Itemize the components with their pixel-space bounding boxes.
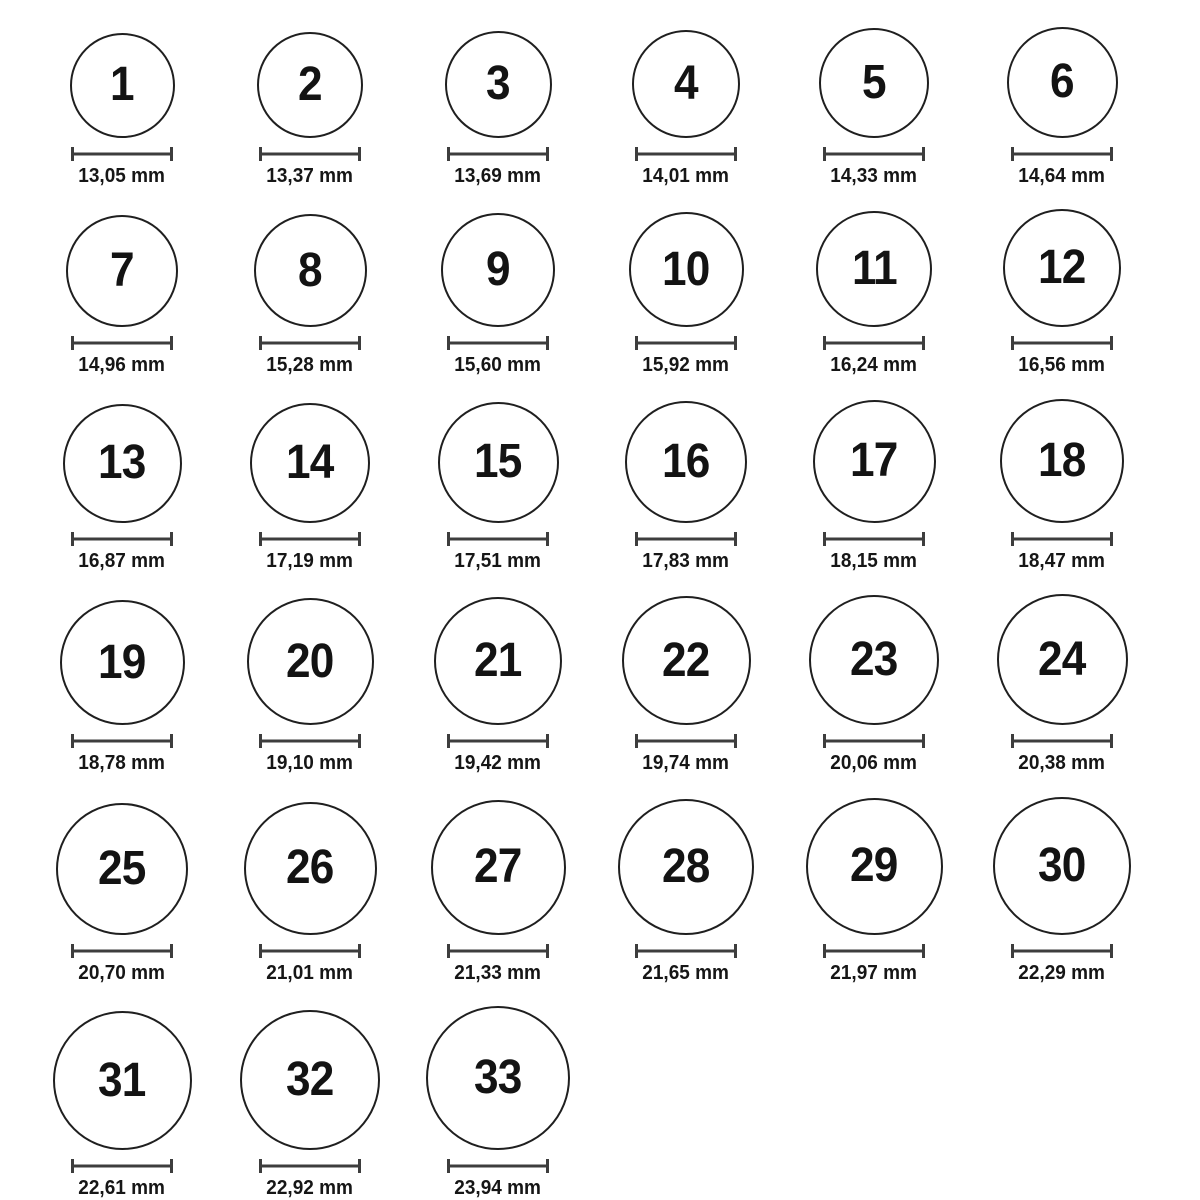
ring-size-number: 23 — [850, 633, 898, 686]
diameter-measure-line — [447, 944, 549, 958]
diameter-measure-line — [259, 944, 361, 958]
measure-tick-right-icon — [546, 532, 549, 546]
diameter-label: 20,70 mm — [78, 961, 166, 984]
diameter-label: 22,92 mm — [266, 1177, 354, 1199]
diameter-label: 17,19 mm — [266, 549, 354, 572]
diameter-measure-line — [1011, 944, 1113, 958]
ring-circle — [434, 597, 562, 725]
ring-size-item — [431, 800, 566, 985]
diameter-measure-line — [823, 336, 925, 350]
ring-circle — [240, 1010, 380, 1150]
ring-size-number: 31 — [98, 1053, 146, 1107]
diameter-label: 22,61 mm — [78, 1177, 166, 1199]
diameter-label: 13,05 mm — [78, 164, 166, 187]
ring-size-item — [819, 28, 929, 188]
measure-bar — [635, 740, 737, 743]
ring-size-item — [56, 803, 188, 985]
ring-size-number: 4 — [674, 56, 698, 110]
diameter-measure-line — [259, 734, 361, 748]
ring-size-item — [997, 594, 1128, 775]
measure-bar — [259, 537, 361, 540]
diameter-label: 16,24 mm — [830, 354, 918, 376]
ring-size-item — [257, 32, 363, 188]
ring-size-number: 14 — [286, 435, 334, 489]
diameter-label: 23,94 mm — [454, 1177, 542, 1199]
measure-bar — [823, 152, 925, 155]
ring-circle — [63, 404, 182, 523]
ring-size-item — [240, 1010, 380, 1200]
ring-size-number: 2 — [298, 57, 322, 111]
measure-bar — [1011, 152, 1113, 155]
measure-tick-right-icon — [358, 532, 361, 546]
ring-size-number: 16 — [662, 434, 710, 488]
diameter-measure-line — [447, 734, 549, 748]
measure-tick-right-icon — [170, 336, 173, 350]
measure-tick-right-icon — [922, 532, 925, 546]
measure-bar — [447, 740, 549, 743]
ring-circle — [629, 212, 744, 327]
diameter-measure-line — [635, 147, 737, 161]
ring-size-number: 12 — [1038, 241, 1086, 294]
diameter-label: 18,78 mm — [78, 752, 166, 774]
ring-circle — [993, 797, 1131, 935]
ring-size-item — [60, 600, 185, 775]
diameter-measure-line — [447, 532, 549, 546]
measure-bar — [259, 1165, 361, 1168]
diameter-measure-line — [1011, 336, 1113, 350]
measure-bar — [447, 949, 549, 952]
diameter-measure-line — [259, 336, 361, 350]
ring-size-item — [66, 215, 178, 377]
measure-tick-right-icon — [546, 1159, 549, 1173]
diameter-measure-line — [447, 147, 549, 161]
measure-bar — [71, 740, 173, 743]
diameter-measure-line — [823, 734, 925, 748]
ring-size-number: 29 — [850, 839, 898, 892]
diameter-measure-line — [259, 147, 361, 161]
ring-size-item — [445, 31, 552, 188]
measure-tick-right-icon — [358, 734, 361, 748]
ring-circle — [816, 211, 932, 327]
measure-tick-right-icon — [546, 336, 549, 350]
ring-circle — [997, 594, 1128, 725]
measure-tick-right-icon — [358, 1159, 361, 1173]
ring-size-number: 20 — [286, 634, 334, 688]
ring-size-number: 28 — [662, 839, 710, 893]
measure-tick-right-icon — [922, 734, 925, 748]
diameter-measure-line — [823, 147, 925, 161]
measure-bar — [635, 152, 737, 155]
ring-size-item — [809, 595, 939, 775]
ring-circle — [257, 32, 363, 138]
ring-circle — [244, 802, 377, 935]
ring-size-item — [1007, 27, 1118, 188]
ring-size-item — [254, 214, 367, 377]
ring-circle — [60, 600, 185, 725]
measure-tick-right-icon — [922, 944, 925, 958]
measure-tick-right-icon — [170, 734, 173, 748]
measure-tick-right-icon — [546, 147, 549, 161]
measure-bar — [447, 1165, 549, 1168]
ring-size-item — [632, 30, 740, 188]
ring-size-item — [813, 400, 936, 573]
ring-circle — [625, 401, 747, 523]
measure-bar — [447, 152, 549, 155]
ring-circle — [250, 403, 370, 523]
ring-size-number: 30 — [1038, 838, 1086, 892]
measure-tick-right-icon — [358, 147, 361, 161]
diameter-label: 17,83 mm — [642, 549, 730, 572]
diameter-measure-line — [635, 944, 737, 958]
measure-bar — [1011, 949, 1113, 952]
diameter-measure-line — [635, 734, 737, 748]
ring-size-number: 19 — [98, 635, 146, 689]
measure-bar — [1011, 537, 1113, 540]
ring-size-item — [816, 211, 932, 377]
ring-size-item — [622, 596, 751, 775]
ring-circle — [66, 215, 178, 327]
measure-bar — [71, 1165, 173, 1168]
ring-circle — [70, 33, 175, 138]
ring-circle — [445, 31, 552, 138]
ring-size-item — [625, 401, 747, 573]
ring-size-item — [70, 33, 175, 188]
measure-tick-right-icon — [170, 147, 173, 161]
diameter-measure-line — [823, 944, 925, 958]
diameter-measure-line — [259, 532, 361, 546]
measure-tick-right-icon — [734, 147, 737, 161]
measure-bar — [1011, 342, 1113, 345]
measure-tick-right-icon — [1110, 336, 1113, 350]
diameter-label: 14,01 mm — [642, 164, 730, 187]
ring-size-number: 24 — [1038, 632, 1086, 686]
ring-circle — [806, 798, 943, 935]
diameter-label: 21,97 mm — [830, 961, 918, 984]
ring-size-item — [993, 797, 1131, 985]
diameter-label: 16,87 mm — [78, 549, 166, 572]
ring-circle — [1000, 399, 1124, 523]
ring-circle — [53, 1011, 192, 1150]
measure-tick-right-icon — [1110, 147, 1113, 161]
diameter-measure-line — [71, 944, 173, 958]
measure-bar — [823, 740, 925, 743]
ring-size-number: 13 — [98, 436, 146, 489]
ring-size-number: 11 — [851, 242, 897, 295]
measure-bar — [259, 152, 361, 155]
measure-tick-right-icon — [922, 336, 925, 350]
measure-bar — [823, 537, 925, 540]
ring-circle — [426, 1006, 570, 1150]
diameter-label: 21,01 mm — [266, 961, 354, 984]
diameter-measure-line — [635, 336, 737, 350]
diameter-label: 15,92 mm — [642, 354, 730, 376]
measure-bar — [635, 342, 737, 345]
ring-circle — [441, 213, 555, 327]
measure-tick-right-icon — [358, 944, 361, 958]
ring-size-number: 32 — [286, 1053, 334, 1106]
ring-size-item — [806, 798, 943, 985]
measure-tick-right-icon — [734, 944, 737, 958]
measure-tick-right-icon — [734, 336, 737, 350]
measure-bar — [71, 152, 173, 155]
ring-size-item — [434, 597, 562, 775]
diameter-label: 15,28 mm — [266, 354, 354, 376]
ring-circle — [254, 214, 367, 327]
measure-tick-right-icon — [1110, 734, 1113, 748]
ring-size-item — [1003, 209, 1121, 377]
measure-bar — [259, 740, 361, 743]
diameter-label: 15,60 mm — [454, 354, 542, 376]
ring-size-item — [629, 212, 744, 377]
ring-circle — [438, 402, 559, 523]
ring-size-item — [441, 213, 555, 377]
measure-bar — [71, 537, 173, 540]
diameter-measure-line — [71, 532, 173, 546]
ring-size-item — [244, 802, 377, 985]
measure-bar — [823, 342, 925, 345]
measure-tick-right-icon — [1110, 944, 1113, 958]
ring-size-number: 27 — [474, 840, 522, 893]
measure-bar — [447, 342, 549, 345]
ring-circle — [618, 799, 754, 935]
ring-size-number: 26 — [286, 841, 334, 894]
diameter-measure-line — [71, 734, 173, 748]
diameter-measure-line — [71, 336, 173, 350]
diameter-measure-line — [447, 1159, 549, 1173]
diameter-label: 13,69 mm — [454, 164, 542, 187]
measure-bar — [71, 949, 173, 952]
ring-circle — [1007, 27, 1118, 138]
ring-circle — [622, 596, 751, 725]
ring-circle — [819, 28, 929, 138]
ring-size-item — [63, 404, 182, 573]
diameter-label: 19,42 mm — [454, 752, 542, 774]
measure-tick-right-icon — [734, 532, 737, 546]
measure-bar — [447, 537, 549, 540]
measure-tick-right-icon — [734, 734, 737, 748]
diameter-measure-line — [635, 532, 737, 546]
ring-size-number: 8 — [298, 243, 322, 297]
diameter-label: 21,33 mm — [454, 961, 542, 984]
ring-size-item — [438, 402, 559, 573]
measure-tick-right-icon — [546, 944, 549, 958]
diameter-label: 21,65 mm — [642, 961, 730, 984]
diameter-label: 19,10 mm — [266, 752, 354, 774]
ring-size-number: 17 — [850, 434, 898, 487]
measure-tick-right-icon — [1110, 532, 1113, 546]
diameter-label: 19,74 mm — [642, 752, 730, 774]
ring-size-item — [618, 799, 754, 985]
measure-tick-right-icon — [170, 1159, 173, 1173]
ring-circle — [813, 400, 936, 523]
diameter-label: 18,47 mm — [1018, 549, 1106, 572]
diameter-measure-line — [447, 336, 549, 350]
ring-size-number: 9 — [486, 243, 510, 296]
ring-size-item — [426, 1006, 570, 1200]
diameter-label: 20,38 mm — [1018, 752, 1106, 774]
ring-circle — [632, 30, 740, 138]
diameter-label: 14,64 mm — [1018, 164, 1106, 187]
measure-bar — [1011, 740, 1113, 743]
measure-tick-right-icon — [170, 944, 173, 958]
ring-size-number: 21 — [474, 634, 522, 687]
diameter-label: 20,06 mm — [830, 752, 918, 774]
diameter-label: 22,29 mm — [1018, 961, 1106, 984]
ring-size-number: 18 — [1038, 433, 1086, 487]
measure-tick-right-icon — [358, 336, 361, 350]
diameter-label: 16,56 mm — [1018, 354, 1106, 376]
diameter-label: 18,15 mm — [830, 549, 918, 572]
ring-circle — [431, 800, 566, 935]
diameter-label: 14,33 mm — [830, 164, 918, 187]
measure-bar — [259, 949, 361, 952]
diameter-measure-line — [1011, 734, 1113, 748]
ring-size-item — [250, 403, 370, 573]
diameter-measure-line — [71, 147, 173, 161]
ring-size-item — [53, 1011, 192, 1200]
ring-circle — [56, 803, 188, 935]
ring-circle — [809, 595, 939, 725]
diameter-label: 17,51 mm — [454, 549, 542, 572]
diameter-measure-line — [823, 532, 925, 546]
diameter-label: 13,37 mm — [266, 164, 354, 187]
measure-tick-right-icon — [922, 147, 925, 161]
ring-circle — [247, 598, 374, 725]
ring-size-number: 22 — [662, 633, 710, 687]
diameter-measure-line — [1011, 532, 1113, 546]
measure-tick-right-icon — [546, 734, 549, 748]
diameter-measure-line — [1011, 147, 1113, 161]
measure-bar — [71, 342, 173, 345]
ring-size-number: 33 — [474, 1051, 522, 1104]
ring-size-number: 6 — [1050, 55, 1074, 108]
ring-size-number: 25 — [98, 841, 146, 895]
ring-size-number: 5 — [862, 55, 886, 109]
ring-size-number: 7 — [110, 244, 134, 297]
measure-bar — [635, 949, 737, 952]
ring-size-number: 1 — [110, 58, 134, 111]
diameter-measure-line — [71, 1159, 173, 1173]
ring-size-item — [1000, 399, 1124, 573]
measure-bar — [823, 949, 925, 952]
ring-size-number: 15 — [474, 435, 522, 488]
measure-bar — [635, 537, 737, 540]
diameter-label: 14,96 mm — [78, 354, 166, 376]
measure-tick-right-icon — [170, 532, 173, 546]
ring-size-item — [247, 598, 374, 775]
ring-size-number: 3 — [486, 57, 510, 110]
ring-circle — [1003, 209, 1121, 327]
ring-size-number: 10 — [662, 242, 710, 296]
diameter-measure-line — [259, 1159, 361, 1173]
measure-bar — [259, 342, 361, 345]
